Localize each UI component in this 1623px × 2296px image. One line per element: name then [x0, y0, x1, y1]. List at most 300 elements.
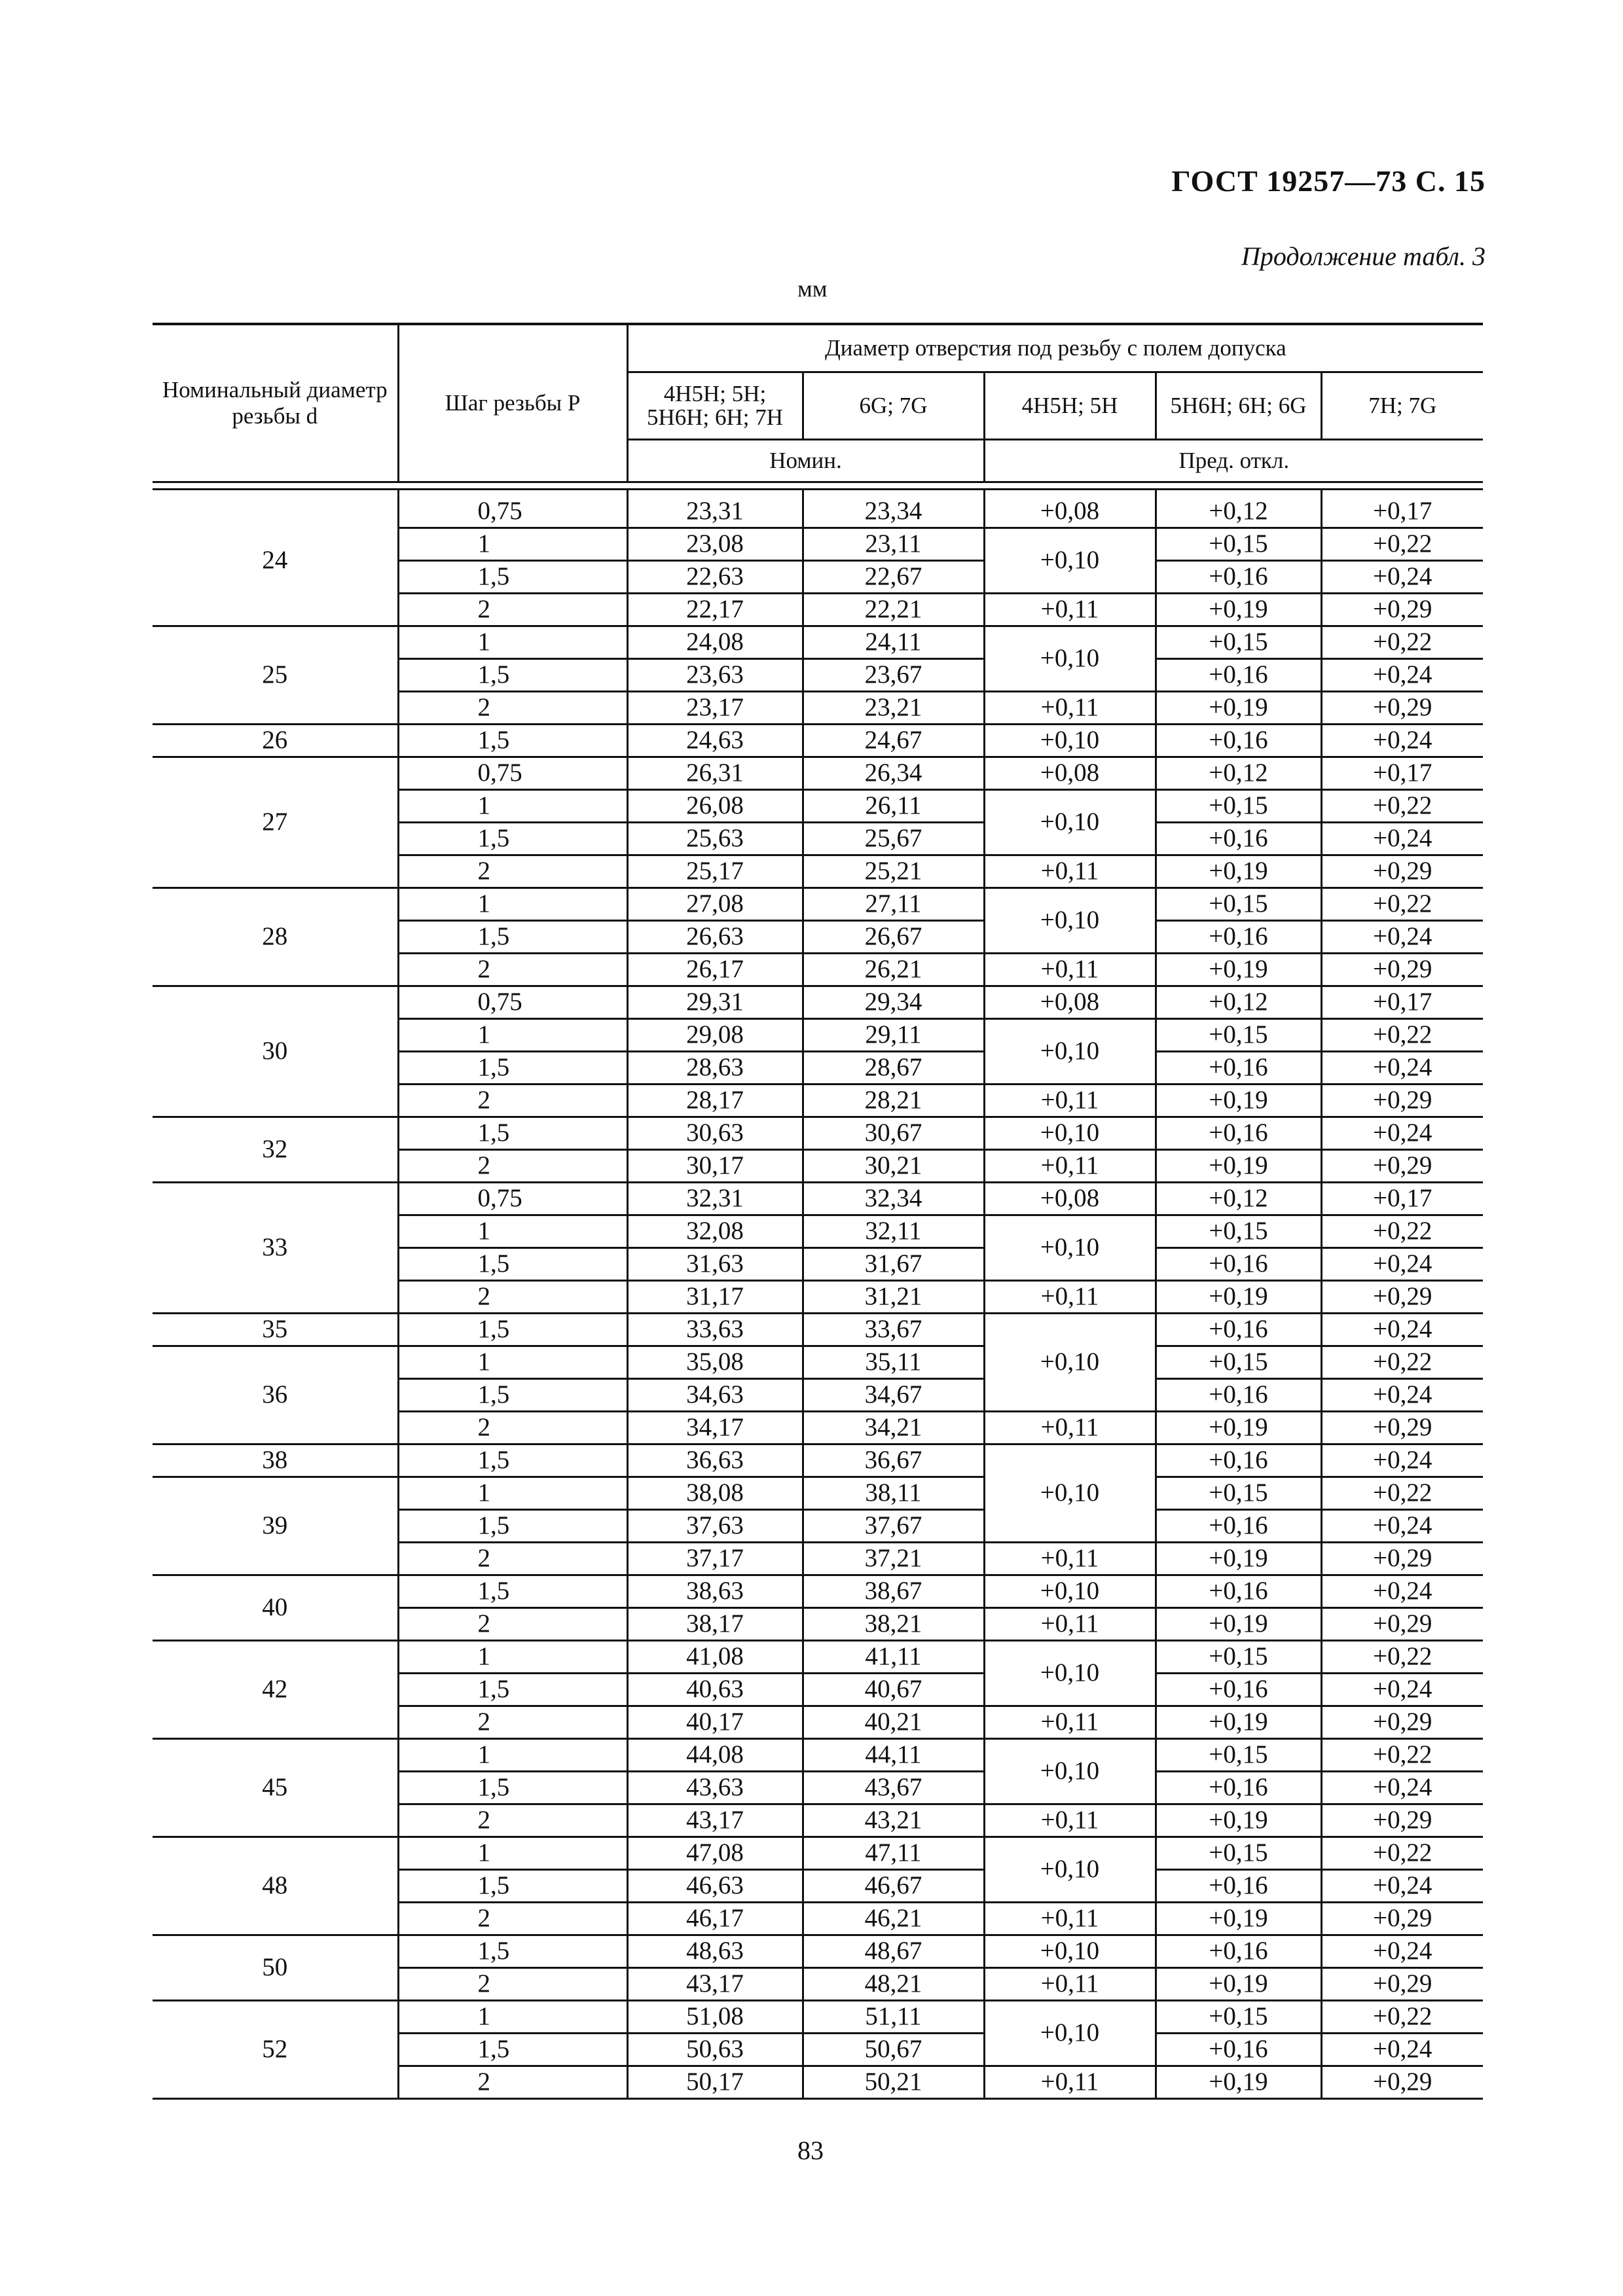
cell-nominal-1: 23,63: [627, 659, 803, 692]
cell-deviation-7h-7g: +0,24: [1321, 1379, 1483, 1412]
cell-deviation-5h6h-6h-6g: +0,15: [1156, 1641, 1321, 1674]
thread-hole-diameter-table: [153, 323, 1483, 2100]
cell-nominal-1: 23,08: [627, 528, 803, 561]
cell-deviation-7h-7g: +0,22: [1321, 1346, 1483, 1379]
cell-deviation-5h6h-6h-6g: +0,16: [1156, 1248, 1321, 1281]
cell-nominal-2: 30,67: [803, 1117, 984, 1150]
cell-nominal-1: 43,63: [627, 1772, 803, 1804]
cell-deviation-4h5h-5h: +0,11: [984, 954, 1156, 986]
cell-deviation-5h6h-6h-6g: +0,15: [1156, 626, 1321, 659]
table-row: [153, 2001, 1483, 2034]
cell-deviation-4h5h-5h: +0,11: [984, 855, 1156, 888]
cell-nominal-2: 27,11: [803, 888, 984, 921]
cell-nominal-1: 32,08: [627, 1215, 803, 1248]
cell-deviation-7h-7g: +0,17: [1321, 757, 1483, 790]
cell-deviation-5h6h-6h-6g: +0,16: [1156, 1444, 1321, 1477]
cell-deviation-4h5h-5h: +0,08: [984, 986, 1156, 1019]
cell-deviation-5h6h-6h-6g: +0,16: [1156, 1772, 1321, 1804]
cell-deviation-4h5h-5h: +0,11: [984, 1150, 1156, 1183]
cell-deviation-7h-7g: +0,24: [1321, 1052, 1483, 1085]
cell-deviation-7h-7g: +0,29: [1321, 1412, 1483, 1444]
table-row: [153, 1314, 1483, 1346]
cell-deviation-7h-7g: +0,22: [1321, 1215, 1483, 1248]
cell-pitch: 1,5: [398, 1674, 627, 1706]
cell-deviation-4h5h-5h: +0,10: [984, 725, 1156, 757]
cell-deviation-4h5h-5h: +0,10: [984, 1215, 1156, 1281]
table-row: [153, 1935, 1483, 1968]
cell-deviation-4h5h-5h: +0,10: [984, 1117, 1156, 1150]
cell-deviation-4h5h-5h: +0,11: [984, 1281, 1156, 1314]
cell-deviation-5h6h-6h-6g: +0,16: [1156, 2034, 1321, 2066]
cell-nominal-1: 26,63: [627, 921, 803, 954]
cell-nominal-2: 22,21: [803, 594, 984, 626]
cell-nominal-diameter: 35: [153, 1314, 398, 1346]
cell-nominal-1: 29,31: [627, 986, 803, 1019]
cell-nominal-2: 23,21: [803, 692, 984, 725]
cell-nominal-1: 43,17: [627, 1968, 803, 2001]
cell-deviation-5h6h-6h-6g: +0,19: [1156, 1281, 1321, 1314]
cell-nominal-1: 23,31: [627, 490, 803, 528]
cell-nominal-2: 38,67: [803, 1575, 984, 1608]
cell-nominal-2: 26,21: [803, 954, 984, 986]
cell-pitch: 1: [398, 1477, 627, 1510]
cell-nominal-2: 28,67: [803, 1052, 984, 1085]
cell-deviation-7h-7g: +0,24: [1321, 725, 1483, 757]
cell-deviation-5h6h-6h-6g: +0,16: [1156, 1575, 1321, 1608]
cell-nominal-2: 32,34: [803, 1183, 984, 1215]
cell-pitch: 1,5: [398, 1052, 627, 1085]
table-row: [153, 1575, 1483, 1608]
cell-pitch: 1: [398, 1739, 627, 1772]
cell-deviation-7h-7g: +0,24: [1321, 1870, 1483, 1903]
cell-nominal-1: 25,63: [627, 823, 803, 855]
cell-nominal-1: 23,17: [627, 692, 803, 725]
cell-nominal-1: 38,17: [627, 1608, 803, 1641]
cell-nominal-1: 46,63: [627, 1870, 803, 1903]
cell-deviation-7h-7g: +0,29: [1321, 594, 1483, 626]
cell-nominal-2: 47,11: [803, 1837, 984, 1870]
cell-pitch: 2: [398, 1706, 627, 1739]
cell-deviation-5h6h-6h-6g: +0,19: [1156, 1543, 1321, 1575]
cell-nominal-1: 32,31: [627, 1183, 803, 1215]
cell-nominal-2: 23,67: [803, 659, 984, 692]
cell-nominal-1: 33,63: [627, 1314, 803, 1346]
cell-nominal-2: 30,21: [803, 1150, 984, 1183]
cell-deviation-7h-7g: +0,24: [1321, 2034, 1483, 2066]
cell-nominal-1: 22,63: [627, 561, 803, 594]
cell-pitch: 2: [398, 855, 627, 888]
cell-nominal-diameter: 45: [153, 1739, 398, 1837]
cell-pitch: 1: [398, 1215, 627, 1248]
cell-nominal-1: 24,63: [627, 725, 803, 757]
cell-pitch: 1: [398, 1641, 627, 1674]
cell-deviation-4h5h-5h: +0,08: [984, 490, 1156, 528]
cell-nominal-diameter: 39: [153, 1477, 398, 1575]
cell-pitch: 1,5: [398, 659, 627, 692]
cell-pitch: 2: [398, 1543, 627, 1575]
table-row: [153, 1117, 1483, 1150]
cell-nominal-1: 37,63: [627, 1510, 803, 1543]
cell-pitch: 2: [398, 692, 627, 725]
table-row: [153, 1477, 1483, 1510]
cell-deviation-7h-7g: +0,24: [1321, 1117, 1483, 1150]
cell-deviation-5h6h-6h-6g: +0,16: [1156, 823, 1321, 855]
cell-nominal-1: 22,17: [627, 594, 803, 626]
cell-nominal-1: 31,17: [627, 1281, 803, 1314]
cell-nominal-1: 44,08: [627, 1739, 803, 1772]
cell-deviation-7h-7g: +0,22: [1321, 2001, 1483, 2034]
table-row: [153, 757, 1483, 790]
cell-nominal-1: 25,17: [627, 855, 803, 888]
cell-nominal-1: 47,08: [627, 1837, 803, 1870]
cell-deviation-5h6h-6h-6g: +0,15: [1156, 528, 1321, 561]
cell-deviation-4h5h-5h: +0,11: [984, 1608, 1156, 1641]
cell-nominal-1: 28,17: [627, 1085, 803, 1117]
cell-deviation-5h6h-6h-6g: +0,12: [1156, 1183, 1321, 1215]
cell-pitch: 1: [398, 1837, 627, 1870]
cell-nominal-1: 46,17: [627, 1903, 803, 1935]
cell-deviation-5h6h-6h-6g: +0,19: [1156, 1968, 1321, 2001]
cell-pitch: 1,5: [398, 561, 627, 594]
cell-deviation-5h6h-6h-6g: +0,19: [1156, 1412, 1321, 1444]
cell-nominal-diameter: 36: [153, 1346, 398, 1444]
cell-nominal-1: 50,17: [627, 2066, 803, 2099]
cell-nominal-diameter: 24: [153, 490, 398, 626]
cell-deviation-4h5h-5h: +0,10: [984, 2001, 1156, 2066]
cell-deviation-4h5h-5h: +0,11: [984, 594, 1156, 626]
cell-nominal-1: 28,63: [627, 1052, 803, 1085]
cell-deviation-5h6h-6h-6g: +0,19: [1156, 1903, 1321, 1935]
table-row: [153, 1346, 1483, 1379]
cell-deviation-7h-7g: +0,22: [1321, 1739, 1483, 1772]
cell-deviation-4h5h-5h: +0,11: [984, 1903, 1156, 1935]
cell-nominal-1: 36,63: [627, 1444, 803, 1477]
cell-nominal-2: 28,21: [803, 1085, 984, 1117]
cell-deviation-4h5h-5h: +0,11: [984, 1804, 1156, 1837]
cell-deviation-4h5h-5h: +0,10: [984, 1314, 1156, 1412]
cell-nominal-1: 51,08: [627, 2001, 803, 2034]
cell-nominal-2: 32,11: [803, 1215, 984, 1248]
cell-nominal-1: 31,63: [627, 1248, 803, 1281]
cell-deviation-4h5h-5h: +0,10: [984, 1444, 1156, 1543]
table-continuation-note: Продолжение табл. 3: [1241, 242, 1486, 271]
table-body: [153, 490, 1483, 2099]
cell-deviation-7h-7g: +0,22: [1321, 1019, 1483, 1052]
cell-deviation-7h-7g: +0,22: [1321, 1641, 1483, 1674]
cell-nominal-diameter: 27: [153, 757, 398, 888]
cell-deviation-5h6h-6h-6g: +0,16: [1156, 1870, 1321, 1903]
cell-pitch: 1,5: [398, 823, 627, 855]
cell-deviation-7h-7g: +0,24: [1321, 1674, 1483, 1706]
cell-deviation-4h5h-5h: +0,11: [984, 1085, 1156, 1117]
header-pitch-text: Шаг резьбы P: [445, 390, 581, 416]
units-label: мм: [797, 276, 828, 302]
cell-deviation-5h6h-6h-6g: +0,16: [1156, 1052, 1321, 1085]
cell-pitch: 0,75: [398, 1183, 627, 1215]
cell-nominal-diameter: 32: [153, 1117, 398, 1183]
cell-nominal-1: 37,17: [627, 1543, 803, 1575]
cell-deviation-4h5h-5h: +0,08: [984, 1183, 1156, 1215]
cell-nominal-2: 51,11: [803, 2001, 984, 2034]
cell-deviation-4h5h-5h: +0,11: [984, 1412, 1156, 1444]
cell-nominal-1: 40,63: [627, 1674, 803, 1706]
cell-nominal-2: 48,21: [803, 1968, 984, 2001]
header-col-7h-7g: 7H; 7G: [1321, 372, 1483, 440]
cell-nominal-1: 48,63: [627, 1935, 803, 1968]
table-row: [153, 490, 1483, 528]
cell-nominal-2: 34,67: [803, 1379, 984, 1412]
cell-deviation-7h-7g: +0,22: [1321, 1837, 1483, 1870]
cell-pitch: 1,5: [398, 1510, 627, 1543]
cell-deviation-5h6h-6h-6g: +0,16: [1156, 1117, 1321, 1150]
cell-nominal-1: 26,31: [627, 757, 803, 790]
cell-deviation-5h6h-6h-6g: +0,15: [1156, 2001, 1321, 2034]
cell-deviation-5h6h-6h-6g: +0,15: [1156, 790, 1321, 823]
cell-deviation-4h5h-5h: +0,11: [984, 692, 1156, 725]
cell-deviation-7h-7g: +0,29: [1321, 1085, 1483, 1117]
cell-deviation-5h6h-6h-6g: +0,12: [1156, 757, 1321, 790]
cell-deviation-7h-7g: +0,29: [1321, 692, 1483, 725]
cell-nominal-diameter: 25: [153, 626, 398, 725]
header-nominal-diameter: [153, 324, 398, 482]
cell-deviation-4h5h-5h: +0,10: [984, 528, 1156, 594]
cell-pitch: 2: [398, 1150, 627, 1183]
cell-deviation-5h6h-6h-6g: +0,16: [1156, 1674, 1321, 1706]
cell-nominal-diameter: 28: [153, 888, 398, 986]
cell-pitch: 1: [398, 626, 627, 659]
cell-nominal-2: 29,34: [803, 986, 984, 1019]
cell-nominal-2: 23,34: [803, 490, 984, 528]
cell-deviation-7h-7g: +0,29: [1321, 2066, 1483, 2099]
table: [153, 323, 1483, 2100]
cell-nominal-2: 26,67: [803, 921, 984, 954]
cell-deviation-7h-7g: +0,29: [1321, 855, 1483, 888]
cell-deviation-7h-7g: +0,24: [1321, 1575, 1483, 1608]
cell-deviation-5h6h-6h-6g: +0,19: [1156, 855, 1321, 888]
cell-pitch: 2: [398, 594, 627, 626]
cell-nominal-2: 37,67: [803, 1510, 984, 1543]
cell-deviation-7h-7g: +0,24: [1321, 823, 1483, 855]
cell-pitch: 1,5: [398, 1379, 627, 1412]
cell-nominal-2: 33,67: [803, 1314, 984, 1346]
cell-nominal-2: 50,21: [803, 2066, 984, 2099]
cell-nominal-2: 22,67: [803, 561, 984, 594]
cell-nominal-2: 40,67: [803, 1674, 984, 1706]
cell-deviation-5h6h-6h-6g: +0,15: [1156, 1477, 1321, 1510]
cell-deviation-7h-7g: +0,29: [1321, 1150, 1483, 1183]
cell-nominal-1: 34,17: [627, 1412, 803, 1444]
cell-nominal-2: 43,67: [803, 1772, 984, 1804]
cell-pitch: 1: [398, 790, 627, 823]
cell-deviation-4h5h-5h: +0,10: [984, 1641, 1156, 1706]
cell-deviation-4h5h-5h: +0,10: [984, 1019, 1156, 1085]
cell-nominal-diameter: 30: [153, 986, 398, 1117]
cell-deviation-7h-7g: +0,24: [1321, 561, 1483, 594]
cell-deviation-5h6h-6h-6g: +0,19: [1156, 1150, 1321, 1183]
header-double-rule: [153, 482, 1483, 490]
cell-pitch: 2: [398, 1412, 627, 1444]
cell-deviation-5h6h-6h-6g: +0,12: [1156, 986, 1321, 1019]
header-col-4h5h-5h-5h6h-6h-7h: 4H5H; 5H; 5H6H; 6H; 7H: [627, 372, 803, 440]
cell-nominal-1: 41,08: [627, 1641, 803, 1674]
cell-deviation-5h6h-6h-6g: +0,15: [1156, 1346, 1321, 1379]
cell-nominal-2: 37,21: [803, 1543, 984, 1575]
cell-nominal-1: 30,63: [627, 1117, 803, 1150]
cell-nominal-2: 25,67: [803, 823, 984, 855]
cell-deviation-7h-7g: +0,24: [1321, 1510, 1483, 1543]
cell-pitch: 2: [398, 1281, 627, 1314]
page-number: 83: [797, 2136, 824, 2165]
cell-nominal-2: 46,67: [803, 1870, 984, 1903]
cell-nominal-2: 43,21: [803, 1804, 984, 1837]
cell-deviation-5h6h-6h-6g: +0,16: [1156, 1935, 1321, 1968]
cell-deviation-7h-7g: +0,24: [1321, 1314, 1483, 1346]
cell-nominal-1: 40,17: [627, 1706, 803, 1739]
cell-nominal-2: 29,11: [803, 1019, 984, 1052]
cell-pitch: 1: [398, 528, 627, 561]
cell-nominal-1: 38,63: [627, 1575, 803, 1608]
cell-nominal-2: 48,67: [803, 1935, 984, 1968]
cell-pitch: 1,5: [398, 1314, 627, 1346]
cell-nominal-2: 31,67: [803, 1248, 984, 1281]
cell-deviation-7h-7g: +0,29: [1321, 1903, 1483, 1935]
cell-nominal-2: 26,11: [803, 790, 984, 823]
cell-deviation-4h5h-5h: +0,11: [984, 2066, 1156, 2099]
cell-nominal-2: 25,21: [803, 855, 984, 888]
cell-pitch: 2: [398, 1608, 627, 1641]
cell-nominal-1: 24,08: [627, 626, 803, 659]
cell-deviation-4h5h-5h: +0,10: [984, 626, 1156, 692]
cell-deviation-7h-7g: +0,24: [1321, 1772, 1483, 1804]
cell-deviation-4h5h-5h: +0,11: [984, 1706, 1156, 1739]
cell-pitch: 1,5: [398, 1935, 627, 1968]
cell-deviation-4h5h-5h: +0,10: [984, 888, 1156, 954]
cell-deviation-5h6h-6h-6g: +0,19: [1156, 1085, 1321, 1117]
cell-deviation-7h-7g: +0,24: [1321, 1935, 1483, 1968]
cell-nominal-diameter: 40: [153, 1575, 398, 1641]
cell-deviation-4h5h-5h: +0,11: [984, 1543, 1156, 1575]
cell-deviation-5h6h-6h-6g: +0,19: [1156, 1804, 1321, 1837]
cell-nominal-2: 44,11: [803, 1739, 984, 1772]
cell-deviation-5h6h-6h-6g: +0,15: [1156, 888, 1321, 921]
cell-nominal-1: 30,17: [627, 1150, 803, 1183]
cell-pitch: 2: [398, 1903, 627, 1935]
cell-deviation-4h5h-5h: +0,10: [984, 1837, 1156, 1903]
header-nominal-label: Номин.: [627, 440, 984, 482]
header-hole-diameter-group: Диаметр отверстия под резьбу с полем допуска: [627, 324, 1483, 372]
cell-nominal-1: 26,17: [627, 954, 803, 986]
cell-deviation-5h6h-6h-6g: +0,16: [1156, 1314, 1321, 1346]
cell-deviation-4h5h-5h: +0,11: [984, 1968, 1156, 2001]
cell-nominal-2: 46,21: [803, 1903, 984, 1935]
cell-deviation-4h5h-5h: +0,08: [984, 757, 1156, 790]
document-header-title: ГОСТ 19257—73 С. 15: [1171, 164, 1486, 198]
cell-deviation-5h6h-6h-6g: +0,15: [1156, 1837, 1321, 1870]
cell-nominal-1: 35,08: [627, 1346, 803, 1379]
cell-nominal-1: 27,08: [627, 888, 803, 921]
cell-pitch: 1,5: [398, 1248, 627, 1281]
cell-nominal-1: 26,08: [627, 790, 803, 823]
cell-pitch: 2: [398, 1085, 627, 1117]
cell-nominal-2: 38,11: [803, 1477, 984, 1510]
cell-pitch: 1,5: [398, 1117, 627, 1150]
cell-deviation-4h5h-5h: +0,10: [984, 790, 1156, 855]
cell-deviation-4h5h-5h: +0,10: [984, 1575, 1156, 1608]
table-row: [153, 1641, 1483, 1674]
cell-deviation-7h-7g: +0,22: [1321, 626, 1483, 659]
cell-deviation-5h6h-6h-6g: +0,19: [1156, 954, 1321, 986]
cell-deviation-5h6h-6h-6g: +0,16: [1156, 1379, 1321, 1412]
table-row: [153, 1183, 1483, 1215]
cell-nominal-2: 35,11: [803, 1346, 984, 1379]
cell-nominal-2: 38,21: [803, 1608, 984, 1641]
cell-nominal-diameter: 52: [153, 2001, 398, 2099]
cell-pitch: 2: [398, 2066, 627, 2099]
cell-nominal-2: 50,67: [803, 2034, 984, 2066]
cell-deviation-7h-7g: +0,29: [1321, 1706, 1483, 1739]
cell-nominal-2: 26,34: [803, 757, 984, 790]
cell-nominal-diameter: 50: [153, 1935, 398, 2001]
cell-deviation-5h6h-6h-6g: +0,15: [1156, 1739, 1321, 1772]
cell-deviation-5h6h-6h-6g: +0,19: [1156, 1706, 1321, 1739]
header-nominal-diameter-text: Номинальный диаметр резьбы d: [162, 377, 388, 429]
cell-pitch: 2: [398, 1804, 627, 1837]
table-row: [153, 626, 1483, 659]
cell-deviation-7h-7g: +0,17: [1321, 986, 1483, 1019]
header-pitch: [398, 324, 627, 482]
cell-nominal-2: 31,21: [803, 1281, 984, 1314]
cell-deviation-5h6h-6h-6g: +0,19: [1156, 594, 1321, 626]
cell-deviation-4h5h-5h: +0,10: [984, 1935, 1156, 1968]
cell-deviation-5h6h-6h-6g: +0,15: [1156, 1019, 1321, 1052]
cell-deviation-7h-7g: +0,24: [1321, 1248, 1483, 1281]
cell-nominal-2: 36,67: [803, 1444, 984, 1477]
cell-deviation-5h6h-6h-6g: +0,15: [1156, 1215, 1321, 1248]
cell-deviation-7h-7g: +0,17: [1321, 1183, 1483, 1215]
header-col-5h6h-6h-6g: 5H6H; 6H; 6G: [1156, 372, 1321, 440]
cell-deviation-7h-7g: +0,22: [1321, 888, 1483, 921]
cell-deviation-5h6h-6h-6g: +0,16: [1156, 561, 1321, 594]
cell-deviation-7h-7g: +0,29: [1321, 1281, 1483, 1314]
cell-nominal-1: 50,63: [627, 2034, 803, 2066]
cell-nominal-diameter: 48: [153, 1837, 398, 1935]
cell-deviation-7h-7g: +0,24: [1321, 659, 1483, 692]
cell-nominal-2: 24,67: [803, 725, 984, 757]
cell-deviation-7h-7g: +0,29: [1321, 954, 1483, 986]
cell-pitch: 1: [398, 888, 627, 921]
cell-pitch: 0,75: [398, 490, 627, 528]
cell-deviation-7h-7g: +0,22: [1321, 790, 1483, 823]
cell-nominal-diameter: 33: [153, 1183, 398, 1314]
cell-deviation-5h6h-6h-6g: +0,12: [1156, 490, 1321, 528]
cell-pitch: 1,5: [398, 921, 627, 954]
cell-nominal-2: 23,11: [803, 528, 984, 561]
cell-pitch: 1,5: [398, 1575, 627, 1608]
cell-nominal-1: 29,08: [627, 1019, 803, 1052]
table-row: [153, 888, 1483, 921]
cell-nominal-1: 43,17: [627, 1804, 803, 1837]
cell-pitch: 0,75: [398, 986, 627, 1019]
table-row: [153, 986, 1483, 1019]
cell-nominal-2: 24,11: [803, 626, 984, 659]
cell-deviation-7h-7g: +0,29: [1321, 1968, 1483, 2001]
cell-deviation-5h6h-6h-6g: +0,16: [1156, 659, 1321, 692]
table-row: [153, 725, 1483, 757]
cell-deviation-7h-7g: +0,24: [1321, 921, 1483, 954]
cell-pitch: 2: [398, 1968, 627, 2001]
cell-deviation-7h-7g: +0,22: [1321, 1477, 1483, 1510]
cell-deviation-5h6h-6h-6g: +0,16: [1156, 725, 1321, 757]
